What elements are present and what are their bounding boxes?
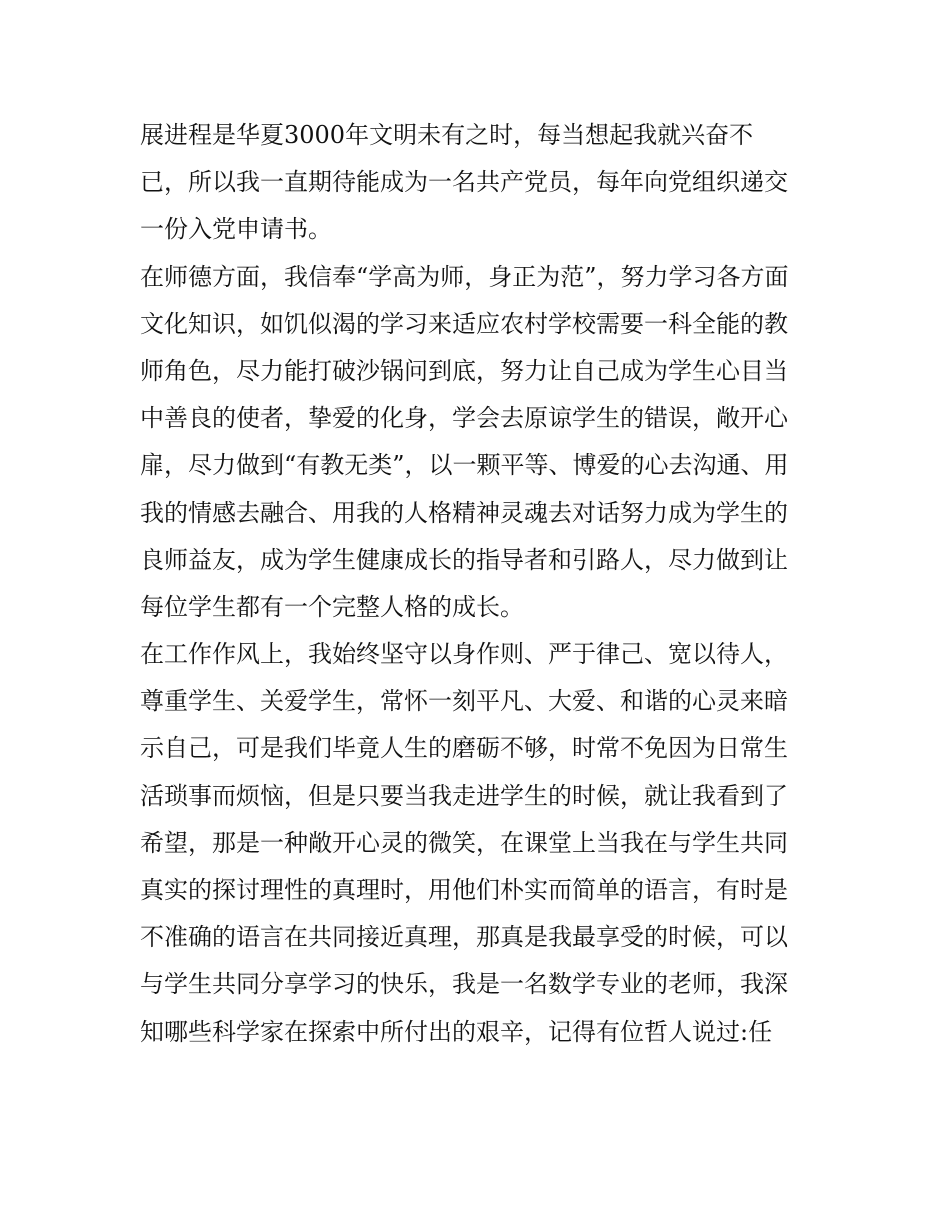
text-line: 每位学生都有一个完整人格的成长。: [140, 592, 524, 621]
text-line: 中善良的使者，挚爱的化身，学会去原谅学生的错误，敞开心: [140, 404, 788, 433]
text-line: 在工作作风上，我始终坚守以身作则、严于律己、宽以待人，: [140, 640, 788, 669]
text-line: 尊重学生、关爱学生，常怀一刻平凡、大爱、和谐的心灵来暗: [140, 687, 788, 716]
text-line: 我的情感去融合、用我的人格精神灵魂去对话努力成为学生的: [140, 498, 788, 527]
text-line: 一份入党申请书。: [140, 215, 332, 244]
text-line: 知哪些科学家在探索中所付出的艰辛，记得有位哲人说过:任: [140, 1017, 773, 1046]
text-line: 已，所以我一直期待能成为一名共产党员，每年向党组织递交: [140, 168, 788, 197]
text-line: 在师德方面，我信奉“学高为师，身正为范”，努力学习各方面: [140, 262, 789, 291]
text-line: 示自己，可是我们毕竟人生的磨砺不够，时常不免因为日常生: [140, 734, 788, 763]
document-body: [140, 112, 820, 1056]
text-line: 文化知识，如饥似渴的学习来适应农村学校需要一科全能的教: [140, 309, 788, 338]
text-line: 希望，那是一种敞开心灵的微笑，在课堂上当我在与学生共同: [140, 828, 788, 857]
text-line: 不准确的语言在共同接近真理，那真是我最享受的时候，可以: [140, 923, 788, 952]
text-line: 扉，尽力做到“有教无类”，以一颗平等、博爱的心去沟通、用: [140, 451, 789, 480]
text-line: 展进程是华夏3000年文明未有之时，每当想起我就兴奋不: [140, 121, 754, 149]
text-line: 师角色，尽力能打破沙锅问到底，努力让自己成为学生心目当: [140, 356, 788, 385]
text-line: 良师益友，成为学生健康成长的指导者和引路人，尽力做到让: [140, 545, 788, 574]
text-line: 与学生共同分享学习的快乐，我是一名数学专业的老师，我深: [140, 970, 788, 999]
text-line: 真实的探讨理性的真理时，用他们朴实而简单的语言，有时是: [140, 876, 788, 904]
text-line: 活琐事而烦恼，但是只要当我走进学生的时候，就让我看到了: [140, 781, 788, 810]
